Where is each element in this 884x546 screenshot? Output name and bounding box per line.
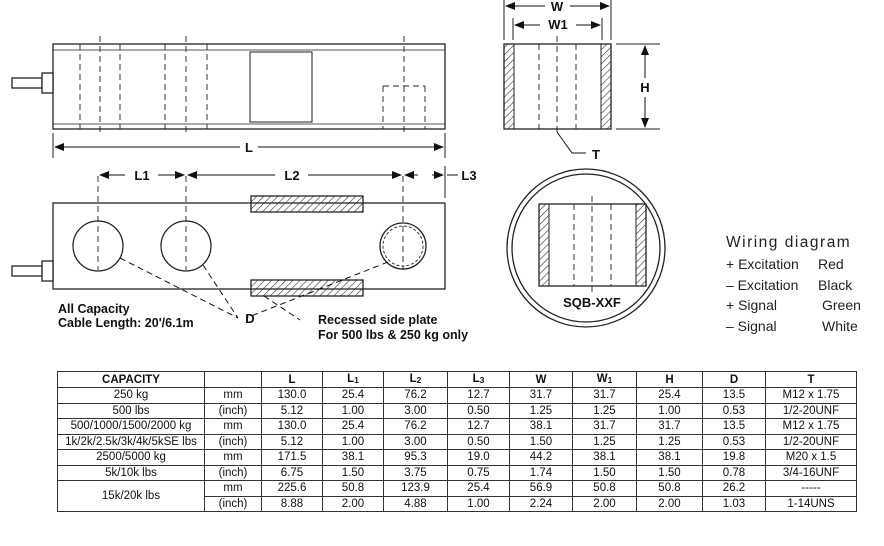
cell-value: 8.88 — [262, 496, 323, 512]
cell-value: 0.53 — [703, 434, 766, 450]
table-header-row — [58, 372, 857, 388]
side-plate-bottom — [251, 280, 363, 296]
header-W: W — [510, 372, 573, 388]
cell-capacity: 250 kg — [58, 388, 205, 404]
cell-value: 38.1 — [637, 450, 703, 466]
wiring-color: Green — [822, 297, 861, 314]
wiring-row — [726, 254, 861, 275]
cell-value: M20 x 1.5 — [766, 450, 857, 466]
cell-value: 2.00 — [637, 496, 703, 512]
header-W1: $W_1$ — [573, 372, 637, 388]
cell-value: 0.50 — [448, 403, 510, 419]
cell-unit: (inch) — [205, 496, 262, 512]
cell-unit: mm — [205, 388, 262, 404]
label-L2: L2 — [284, 168, 300, 183]
wiring-row — [726, 275, 861, 296]
cell-value: 5.12 — [262, 434, 323, 450]
cell-value: 50.8 — [323, 481, 384, 497]
cell-value: 1.50 — [323, 465, 384, 481]
cell-value: 1.00 — [637, 403, 703, 419]
dims-L1-L2-L3 — [100, 166, 458, 198]
cell-value: 31.7 — [573, 388, 637, 404]
cell-unit: mm — [205, 450, 262, 466]
cell-value: 25.4 — [448, 481, 510, 497]
cell-value: 95.3 — [384, 450, 448, 466]
header-T: T — [766, 372, 857, 388]
cell-value: 56.9 — [510, 481, 573, 497]
cell-value: 38.1 — [573, 450, 637, 466]
table-row — [58, 388, 857, 404]
cell-value: 25.4 — [323, 419, 384, 435]
cell-unit: (inch) — [205, 434, 262, 450]
cell-value: 2.00 — [323, 496, 384, 512]
cell-capacity: 500/1000/1500/2000 kg — [58, 419, 205, 435]
cell-value: 0.75 — [448, 465, 510, 481]
cell-capacity: 5k/10k lbs — [58, 465, 205, 481]
cell-value: 1.50 — [637, 465, 703, 481]
cell-value: 44.2 — [510, 450, 573, 466]
label-W: W — [550, 0, 564, 14]
cell-value: 0.78 — [703, 465, 766, 481]
header-unit — [205, 372, 262, 388]
note-plate-capacity: For 500 lbs & 250 kg only — [318, 328, 469, 342]
note-cable-length: Cable Length: 20'/6.1m — [58, 316, 194, 330]
cell-value: M12 x 1.75 — [766, 388, 857, 404]
label-H: H — [640, 80, 650, 95]
header-L: L — [262, 372, 323, 388]
cell-value: 50.8 — [573, 481, 637, 497]
cell-value: 1.25 — [510, 403, 573, 419]
cell-value: 1/2-20UNF — [766, 403, 857, 419]
wiring-row — [726, 295, 861, 316]
header-capacity: CAPACITY — [58, 372, 205, 388]
cell-value: 50.8 — [637, 481, 703, 497]
beam-body-side — [53, 44, 445, 129]
header-H: H — [637, 372, 703, 388]
cell-value: 38.1 — [510, 419, 573, 435]
cell-value: 12.7 — [448, 388, 510, 404]
header-L2: $L_2$ — [384, 372, 448, 388]
label-L3: L3 — [461, 168, 477, 183]
cell-value: 123.9 — [384, 481, 448, 497]
wiring-signal: – Signal — [726, 317, 777, 334]
cell-unit: mm — [205, 419, 262, 435]
label-D: D — [245, 311, 255, 326]
cell-value: 25.4 — [637, 388, 703, 404]
plan-view — [12, 176, 445, 296]
wiring-diagram — [726, 234, 861, 336]
cell-value: 2.24 — [510, 496, 573, 512]
cell-value: 3/4-16UNF — [766, 465, 857, 481]
cell-value: 19.0 — [448, 450, 510, 466]
dim-L — [53, 133, 445, 158]
cell-value: 1.25 — [637, 434, 703, 450]
wiring-signal: – Excitation — [726, 276, 799, 293]
cell-value: 4.88 — [384, 496, 448, 512]
cell-value: 2.00 — [573, 496, 637, 512]
table-row — [58, 434, 857, 450]
specification-table — [57, 371, 857, 512]
note-recessed-plate: Recessed side plate — [318, 313, 438, 327]
side-elevation-view — [12, 36, 445, 136]
cell-value: 19.8 — [703, 450, 766, 466]
cell-capacity: 1k/2k/2.5k/3k/4k/5kSE lbs — [58, 434, 205, 450]
side-plate-top — [251, 196, 363, 212]
cell-value: 38.1 — [323, 450, 384, 466]
wiring-title: Wiring diagram — [726, 234, 852, 251]
cell-value: 130.0 — [262, 419, 323, 435]
cell-value: 31.7 — [573, 419, 637, 435]
cell-value: 1.74 — [510, 465, 573, 481]
cell-value: 1.50 — [573, 465, 637, 481]
cell-value: 1.25 — [573, 403, 637, 419]
cell-value: 5.12 — [262, 403, 323, 419]
header-L3: $L_3$ — [448, 372, 510, 388]
label-T: T — [592, 147, 600, 162]
cell-value: M12 x 1.75 — [766, 419, 857, 435]
cell-value: 171.5 — [262, 450, 323, 466]
wiring-signal: + Excitation — [726, 256, 799, 273]
cell-value: 26.2 — [703, 481, 766, 497]
cell-value: 31.7 — [637, 419, 703, 435]
table-row — [58, 419, 857, 435]
cell-value: 76.2 — [384, 388, 448, 404]
cell-value: 225.6 — [262, 481, 323, 497]
cell-value: 130.0 — [262, 388, 323, 404]
cell-value: 13.5 — [703, 388, 766, 404]
cell-value: 13.5 — [703, 419, 766, 435]
cell-value: 3.00 — [384, 434, 448, 450]
cell-value: 1.00 — [323, 434, 384, 450]
cell-value: 6.75 — [262, 465, 323, 481]
label-W1: W1 — [548, 17, 568, 32]
wiring-signal: + Signal — [726, 297, 777, 314]
wiring-color: White — [822, 317, 858, 334]
cell-value: 0.53 — [703, 403, 766, 419]
cell-value: 12.7 — [448, 419, 510, 435]
header-L1: $L_1$ — [323, 372, 384, 388]
beam-body-plan — [53, 203, 445, 289]
cell-value: 76.2 — [384, 419, 448, 435]
cell-value: 1.25 — [573, 434, 637, 450]
cell-unit: (inch) — [205, 403, 262, 419]
note-capacity: All Capacity — [58, 302, 130, 316]
cell-unit: mm — [205, 481, 262, 497]
model-label: SQB-XXF — [563, 295, 621, 310]
label-L: L — [245, 140, 253, 155]
cell-capacity: 500 lbs — [58, 403, 205, 419]
cell-capacity: 2500/5000 kg — [58, 450, 205, 466]
table-row — [58, 465, 857, 481]
cell-value: 31.7 — [510, 388, 573, 404]
cell-value: 1.50 — [510, 434, 573, 450]
cell-value: 0.50 — [448, 434, 510, 450]
cell-value: 1.00 — [448, 496, 510, 512]
cell-value: 1.00 — [323, 403, 384, 419]
cell-unit: (inch) — [205, 465, 262, 481]
cell-value: 25.4 — [323, 388, 384, 404]
cell-value: 3.00 — [384, 403, 448, 419]
wiring-color: Black — [818, 276, 853, 293]
label-L1: L1 — [134, 168, 150, 183]
end-view — [504, 0, 660, 162]
header-D: D — [703, 372, 766, 388]
cell-value: ----- — [766, 481, 857, 497]
cell-capacity: 15k/20k lbs — [58, 481, 205, 512]
gauge-pocket — [250, 52, 312, 122]
cell-value: 1-14UNS — [766, 496, 857, 512]
table-row — [58, 481, 857, 497]
cell-value: 1.03 — [703, 496, 766, 512]
wiring-color: Red — [818, 256, 844, 273]
wiring-row — [726, 316, 861, 337]
cell-value: 3.75 — [384, 465, 448, 481]
table-row — [58, 450, 857, 466]
table-row — [58, 403, 857, 419]
cell-value: 1/2-20UNF — [766, 434, 857, 450]
